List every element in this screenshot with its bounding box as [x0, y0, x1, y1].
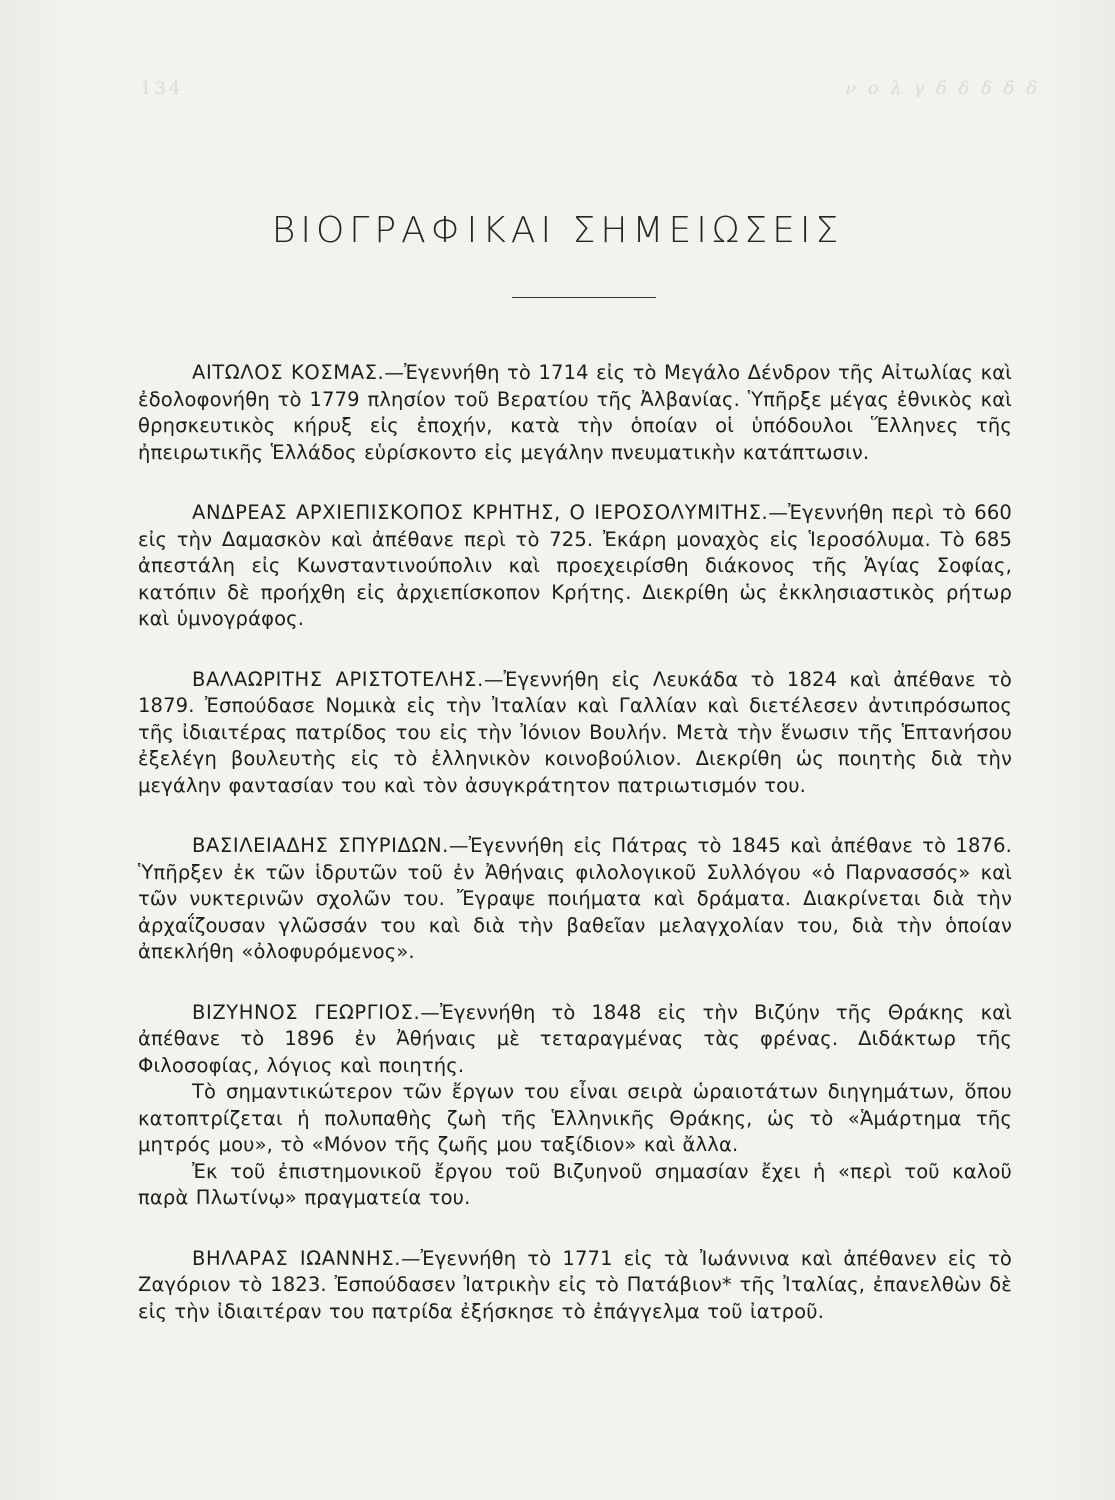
- entry-vizyinos: [138, 1000, 1012, 1212]
- entry-text: —Ἐγεννήθη περὶ τὸ 660 εἰς τὴν Δαμασκὸν καὶ ἀπέθανε περὶ τὸ 725. Ἐκάρη μοναχὸς εἰς Ἱεροσόλυμα. Τὸ 685 ἀπεστάλη εἰς Κωνσταντινούπολιν καὶ προεχειρίσθη διάκονος τῆς Ἁγίας Σοφίας, κατόπιν δὲ προήχθη εἰς ἀρχιεπίσκοπον Κρήτης. Διεκρίθη ὡς ἐκκλησιαστικὸς ρήτωρ καὶ ὑμνογράφος.: [138, 501, 1012, 630]
- entry-paragraph: [138, 667, 1012, 800]
- title-divider: [512, 297, 656, 298]
- entry-vilaras: [138, 1246, 1012, 1326]
- entry-heading: ΒΑΛΑΩΡΙΤΗΣ ΑΡΙΣΤΟΤΕΛΗΣ.: [192, 667, 484, 691]
- entry-valaoritis: [138, 667, 1012, 800]
- entry-paragraph: [138, 360, 1012, 466]
- page-title: ΒΙΟΓΡΑΦΙΚΑΙ ΣΗΜΕΙΩΣΕΙΣ: [271, 210, 844, 251]
- entry-heading: ΒΙΖΥΗΝΟΣ ΓΕΩΡΓΙΟΣ.: [192, 1000, 421, 1024]
- ghost-running-head: ν ο λ γ δ δ δ δ δ: [845, 78, 1040, 99]
- entry-heading: ΒΗΛΑΡΑΣ ΙΩΑΝΝΗΣ.: [192, 1246, 402, 1270]
- entry-paragraph: Ἐκ τοῦ ἐπιστημονικοῦ ἔργου τοῦ Βιζυηνοῦ σημασίαν ἔχει ἡ «περὶ τοῦ καλοῦ παρὰ Πλωτίνῳ» πραγματεία του.: [138, 1159, 1012, 1209]
- entry-heading: ΒΑΣΙΛΕΙΑΔΗΣ ΣΠΥΡΙΔΩΝ.: [192, 834, 449, 857]
- entry-text: —Ἐγεννήθη εἰς Πάτρας τὸ 1845 καὶ ἀπέθανε τὸ 1876. Ὑπῆρξεν ἐκ τῶν ἱδρυτῶν τοῦ ἐν Ἀθήναις φιλολογικοῦ Συλλόγου «ὁ Παρνασσός» καὶ τῶν νυκτερινῶν σχολῶν του. Ἔγραψε ποιήματα καὶ δράματα. Διακρίνεται διὰ τὴν ἀρχαΐζουσαν γλῶσσάν του καὶ διὰ τὴν βαθεῖαν μελαγχολίαν του, διὰ τὴν ὁποίαν ἀπεκλήθη «ὀλοφυρόμενος».: [138, 834, 1013, 963]
- entry-text: —Ἐγεννήθη τὸ 1848 εἰς τὴν Βιζύην τῆς Θράκης καὶ ἀπέθανε τὸ 1896 ἐν Ἀθήναις μὲ τεταραγμένας τὰς φρένας. Διδάκτωρ τῆς Φιλοσοφίας, λόγιος καὶ ποιητής.: [138, 1000, 1012, 1077]
- entry-paragraph: [138, 500, 1012, 633]
- entry-heading: ΑΙΤΩΛΟΣ ΚΟΣΜΑΣ.: [192, 361, 385, 384]
- ghost-page-number: 134: [140, 78, 184, 99]
- entry-paragraph: Τὸ σημαντικώτερον τῶν ἔργων του εἶναι σειρὰ ὡραιοτάτων διηγημάτων, ὅπου κατοπτρίζεται ἡ πολυπαθὴς ζωὴ τῆς Ἑλληνικῆς Θράκης, ὡς τὸ «Ἁμάρτημα τῆς μητρός μου», τὸ «Μόνον τῆς ζωῆς μου ταξίδιον» καὶ ἄλλα.: [138, 1080, 1012, 1156]
- entry-paragraph: [138, 1000, 1012, 1080]
- entry-paragraph: [138, 833, 1012, 966]
- entry-text: —Ἐγεννήθη εἰς Λευκάδα τὸ 1824 καὶ ἀπέθανε τὸ 1879. Ἐσπούδασε Νομικὰ εἰς τὴν Ἰταλίαν καὶ Γαλλίαν καὶ διετέλεσεν ἀντιπρόσωπος τῆς ἰδιαιτέρας πατρίδος του εἰς τὴν Ἰόνιον Βουλήν. Μετὰ τὴν ἕνωσιν τῆς Ἑπτανήσου ἐξελέγη βουλευτὴς εἰς τὸ ἑλληνικὸν κοινοβούλιον. Διεκρίθη ὡς ποιητὴς διὰ τὴν μεγάλην φαντασίαν του καὶ τὸν ἀσυγκράτητον πατριωτισμόν του.: [138, 667, 1012, 797]
- entry-paragraph: [138, 1246, 1012, 1326]
- bleed-through-header: [140, 78, 1040, 108]
- biography-list: [138, 360, 1012, 1359]
- entry-text: —Ἐγεννήθη τὸ 1714 εἰς τὸ Μεγάλο Δένδρον τῆς Αἰτωλίας καὶ ἐδολοφονήθη τὸ 1779 πλησίον τοῦ Βερατίου τῆς Ἀλβανίας. Ὑπῆρξε μέγας ἐθνικὸς καὶ θρησκευτικὸς κήρυξ εἰς ἐποχήν, κατὰ τὴν ὁποίαν οἱ ὑπόδουλοι Ἕλληνες τῆς ἠπειρωτικῆς Ἑλλάδος εὑρίσκοντο εἰς μεγάλην πνευματικὴν κατάπτωσιν.: [138, 361, 1012, 464]
- entry-heading: ΑΝΔΡΕΑΣ ΑΡΧΙΕΠΙΣΚΟΠΟΣ ΚΡΗΤΗΣ, Ο ΙΕΡΟΣΟΛΥΜΙΤΗΣ.: [192, 501, 769, 524]
- entry-text: —Ἐγεννήθη τὸ 1771 εἰς τὰ Ἰωάννινα καὶ ἀπέθανεν εἰς τὸ Ζαγόριον τὸ 1823. Ἐσπούδασεν Ἰατρικὴν εἰς τὸ Πατάβιον* τῆς Ἰταλίας, ἐπανελθὼν δὲ εἰς τὴν ἰδιαιτέραν του πατρίδα ἐξήσκησε τὸ ἐπάγγελμα τοῦ ἰατροῦ.: [138, 1246, 1012, 1323]
- entry-aitolos-kosmas: [138, 360, 1012, 466]
- entry-andreas-kritis: [138, 500, 1012, 633]
- entry-vasileiadis: [138, 833, 1012, 966]
